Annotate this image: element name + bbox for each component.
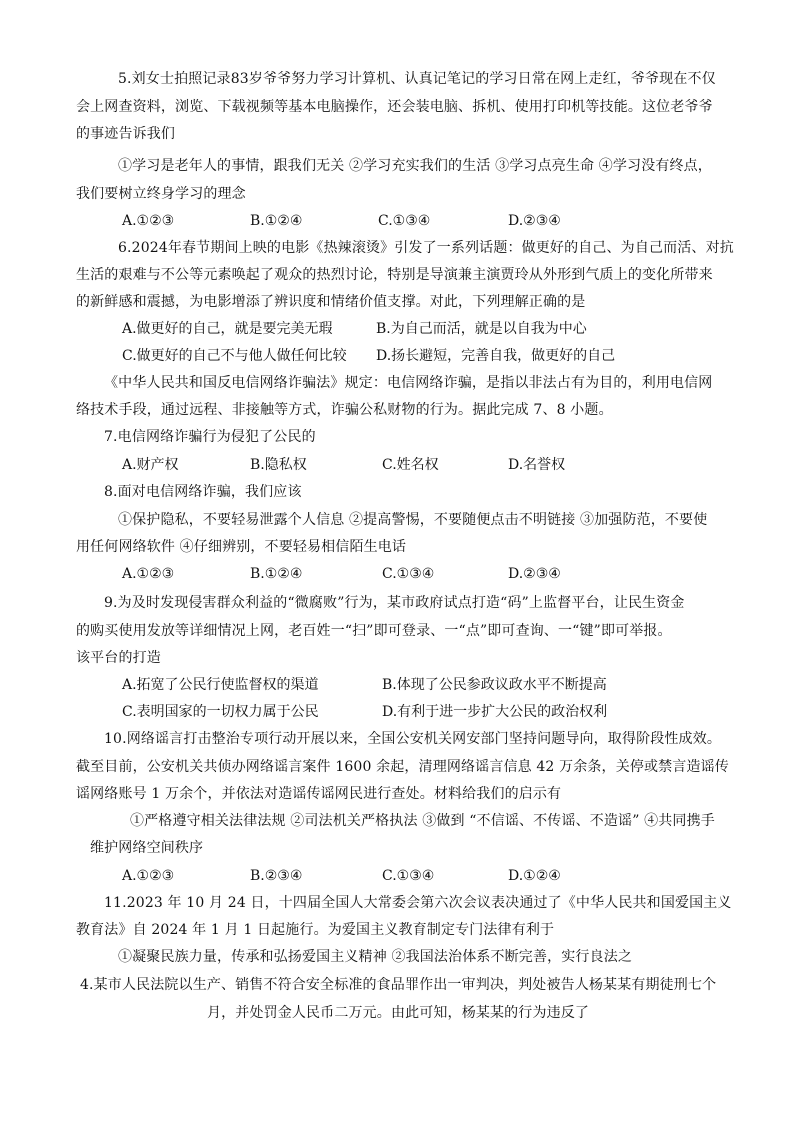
q5-option-c: C.①③④ [378, 213, 431, 229]
q6-option-b: B.为自己而活，就是以自我为中心 [376, 321, 587, 337]
q5-items-line-2: 我们要树立终身学习的理念 [76, 186, 246, 202]
q6-stem-line-1: 6.2024年春节期间上映的电影《热辣滚烫》引发了一系列话题：做更好的自己、为自己而活、对抗 [118, 240, 734, 256]
q10-option-b: B.②③④ [250, 868, 303, 884]
material-line-1: 《中华人民共和国反电信网络诈骗法》规定：电信网络诈骗，是指以非法占有为目的，利用电信网 [104, 375, 713, 391]
q5-option-d: D.②③④ [508, 213, 561, 229]
q10-stem-line-2: 截至目前，公安机关共侦办网络谣言案件 1600 余起，清理网络谣言信息 42 万余条，关停或禁言造谣传 [76, 759, 729, 775]
q10-option-d: D.①②④ [508, 868, 561, 884]
q7-stem-line-1: 7.电信网络诈骗行为侵犯了公民的 [104, 429, 316, 445]
q9-option-c: C.表明国家的一切权力属于公民 [122, 704, 319, 720]
q7-option-c: C.姓名权 [382, 457, 439, 473]
q6-option-c: C.做更好的自己不与他人做任何比较 [122, 348, 347, 364]
q5-stem-line-1: 5.刘女士拍照记录83岁爷爷努力学习计算机、认真记笔记的学习日常在网上走红，爷爷现在不仅 [118, 71, 716, 87]
q7-option-d: D.名誉权 [508, 457, 566, 473]
q8-items-line-1: ①保护隐私，不要轻易泄露个人信息 ②提高警惕，不要随便点击不明链接 ③加强防范，不要使 [118, 512, 708, 528]
q5-option-a: A.①②③ [122, 213, 175, 229]
q8-stem-line-1: 8.面对电信网络诈骗，我们应该 [104, 484, 302, 500]
q5-items-line-1: ①学习是老年人的事情，跟我们无关 ②学习充实我们的生活 ③学习点亮生命 ④学习没有终点， [118, 158, 712, 174]
q4-stem-line-2: 月，并处罚金人民币二万元。由此可知，杨某某的行为违反了 [207, 1005, 590, 1021]
q6-option-d: D.扬长避短，完善自我，做更好的自己 [376, 348, 616, 364]
q11-items-line-1: ①凝聚民族力量，传承和弘扬爱国主义精神 ②我国法治体系不断完善，实行良法之 [118, 949, 632, 965]
q6-option-a: A.做更好的自己，就是要完美无瑕 [122, 321, 333, 337]
q9-stem-line-1: 9.为及时发现侵害群众利益的“微腐败”行为，某市政府试点打造“码”上监督平台，让民生资金 [104, 595, 685, 611]
q4-stem-line-1: 4.某市人民法院以生产、销售不符合安全标准的食品罪作出一审判决，判处被告人杨某某有期徒刑七个 [80, 977, 717, 993]
q10-option-c: C.①③④ [382, 868, 435, 884]
q8-items-line-2: 用任何网络软件 ④仔细辨别，不要轻易相信陌生电话 [76, 539, 407, 555]
q6-stem-line-3: 的新鲜感和震撼，为电影增添了辨识度和情绪价值支撑。对此，下列理解正确的是 [76, 294, 586, 310]
q11-stem-line-2: 教育法》自 2024 年 1 月 1 日起施行。为爱国主义教育制定专门法律有利于 [76, 922, 555, 938]
q5-stem-line-2: 会上网查资料，浏览、下载视频等基本电脑操作，还会装电脑、拆机、使用打印机等技能。这位老爷爷 [76, 99, 713, 115]
q10-option-a: A.①②③ [122, 868, 175, 884]
material-line-2: 络技术手段，通过远程、非接触等方式，诈骗公私财物的行为。据此完成 7、8 小题。 [76, 402, 613, 418]
q8-option-a: A.①②③ [122, 566, 175, 582]
q10-stem-line-1: 10.网络谣言打击整治专项行动开展以来，全国公安机关网安部门坚持问题导向，取得阶段性成效。 [104, 731, 722, 747]
q8-option-b: B.①②④ [250, 566, 303, 582]
q8-option-c: C.①③④ [382, 566, 435, 582]
q9-option-d: D.有利于进一步扩大公民的政治权利 [382, 704, 608, 720]
q7-option-a: A.财产权 [122, 457, 179, 473]
q9-stem-line-2: 的购买使用发放等详细情况上网，老百姓一“扫”即可登录、一“点”即可查询、一“键”即可举报。 [76, 623, 672, 639]
q8-option-d: D.②③④ [508, 566, 561, 582]
q7-option-b: B.隐私权 [250, 457, 307, 473]
q5-option-b: B.①②④ [250, 213, 303, 229]
q11-stem-line-1: 11.2023 年 10 月 24 日，十四届全国人大常委会第六次会议表决通过了《中华人民共和国爱国主义 [104, 895, 732, 911]
q10-stem-line-3: 谣网络账号 1 万余个，并依法对造谣传谣网民进行查处。材料给我们的启示有 [76, 786, 562, 802]
q10-items-line-1: ①严格遵守相关法律法规 ②司法机关严格执法 ③做到 “不信谣、不传谣、不造谣” ④共同携手 [130, 813, 715, 829]
q9-option-b: B.体现了公民参政议政水平不断提高 [382, 677, 607, 693]
q10-items-line-2: 维护网络空间秩序 [90, 840, 204, 856]
q9-stem-line-3: 该平台的打造 [76, 650, 161, 666]
q6-stem-line-2: 生活的艰难与不公等元素唤起了观众的热烈讨论，特别是导演兼主演贾玲从外形到气质上的变化所带来 [76, 267, 713, 283]
q9-option-a: A.拓宽了公民行使监督权的渠道 [122, 677, 319, 693]
q5-stem-line-3: 的事迹告诉我们 [76, 126, 176, 142]
